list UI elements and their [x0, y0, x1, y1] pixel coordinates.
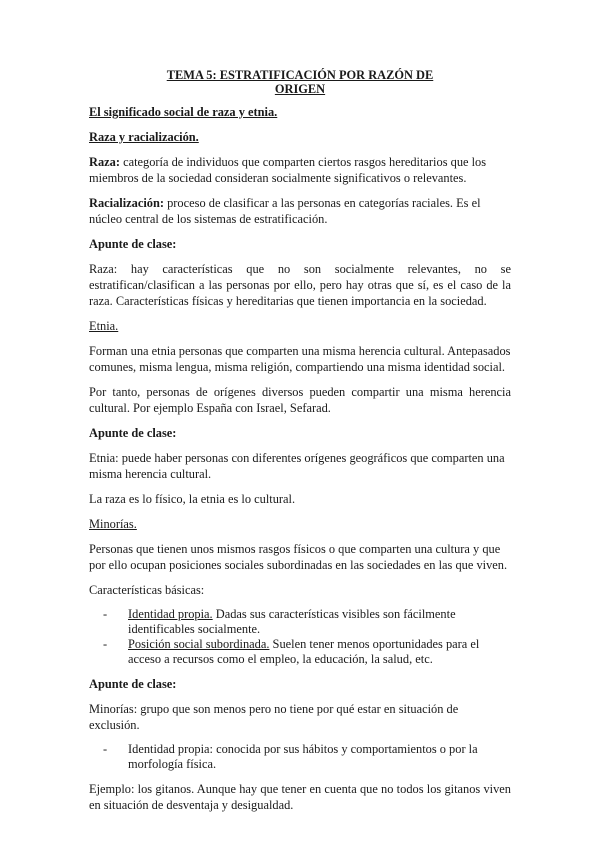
list-item-text: Dadas sus características visibles son fácilmente identificables socialmente. — [128, 607, 456, 636]
racializacion-definition — [89, 195, 511, 227]
caracteristicas-label: Características básicas: — [89, 583, 205, 597]
raza-term: Raza: — [89, 155, 120, 169]
raza-definition — [89, 154, 511, 186]
list-item-term: Posición social subordinada. — [128, 637, 270, 651]
list-item — [89, 607, 511, 637]
apunte-heading-1: Apunte de clase: — [89, 237, 177, 251]
list-item-text: Suelen tener menos oportunidades para el acceso a recursos como el empleo, la educación, la salud, etc. — [128, 637, 480, 666]
apunte-2-paragraph-1: Etnia: puede haber personas con diferentes orígenes geográficos que comparten una misma herencia cultural. — [89, 451, 505, 481]
section-heading-significado: El significado social de raza y etnia. — [89, 105, 278, 119]
etnia-paragraph-2: Por tanto, personas de orígenes diversos pueden compartir una misma herencia cultural. Por ejemplo España con Israel, Sefarad. — [89, 385, 511, 415]
list-item-term: Identidad propia. — [128, 607, 213, 621]
apunte-2-paragraph-2: La raza es lo físico, la etnia es lo cultural. — [89, 492, 296, 506]
minorias-heading: Minorías. — [89, 517, 137, 531]
list-item — [89, 637, 511, 667]
title-line-2: ORIGEN — [274, 82, 326, 96]
title-line-1: TEMA 5: ESTRATIFICACIÓN POR RAZÓN DE — [166, 68, 434, 82]
apunte-1-text: Raza: hay características que no son socialmente relevantes, no se estratifican/clasifican a las personas por ello, pero hay otras que sí, es el caso de la raza. Características físicas y hereditarias que tienen importancia en la sociedad. — [89, 262, 511, 308]
list-item: - Identidad propia: conocida por sus hábitos y comportamientos o por la morfología física. — [89, 742, 511, 772]
apunte-3-list — [89, 742, 511, 772]
racializacion-term: Racialización: — [89, 196, 165, 210]
section-heading-raza: Raza y racialización. — [89, 130, 199, 144]
racializacion-text: proceso de clasificar a las personas en categorías raciales. Es el núcleo central de los sistemas de estratificación. — [89, 196, 481, 226]
minorias-paragraph: Personas que tienen unos mismos rasgos físicos o que comparten una cultura y que por ello ocupan posiciones sociales subordinadas en las sociedades en las que viven. — [89, 542, 508, 572]
apunte-heading-3: Apunte de clase: — [89, 677, 177, 691]
raza-text: categoría de individuos que comparten ciertos rasgos hereditarios que los miembros de la sociedad consideran socialmente significativos o relevantes. — [89, 155, 487, 185]
etnia-paragraph-1: Forman una etnia personas que comparten una misma herencia cultural. Antepasados comunes, misma lengua, misma religión, compartiendo una misma identidad social. — [89, 344, 511, 374]
apunte-heading-2: Apunte de clase: — [89, 426, 177, 440]
document-page — [89, 68, 511, 822]
apunte-3-paragraph: Minorías: grupo que son menos pero no tiene por qué estar en situación de exclusión. — [89, 702, 459, 732]
etnia-heading: Etnia. — [89, 319, 119, 333]
ejemplo-paragraph: Ejemplo: los gitanos. Aunque hay que tener en cuenta que no todos los gitanos viven en situación de desventaja y desigualdad. — [89, 782, 511, 812]
document-title — [89, 68, 511, 96]
caracteristicas-list — [89, 607, 511, 667]
